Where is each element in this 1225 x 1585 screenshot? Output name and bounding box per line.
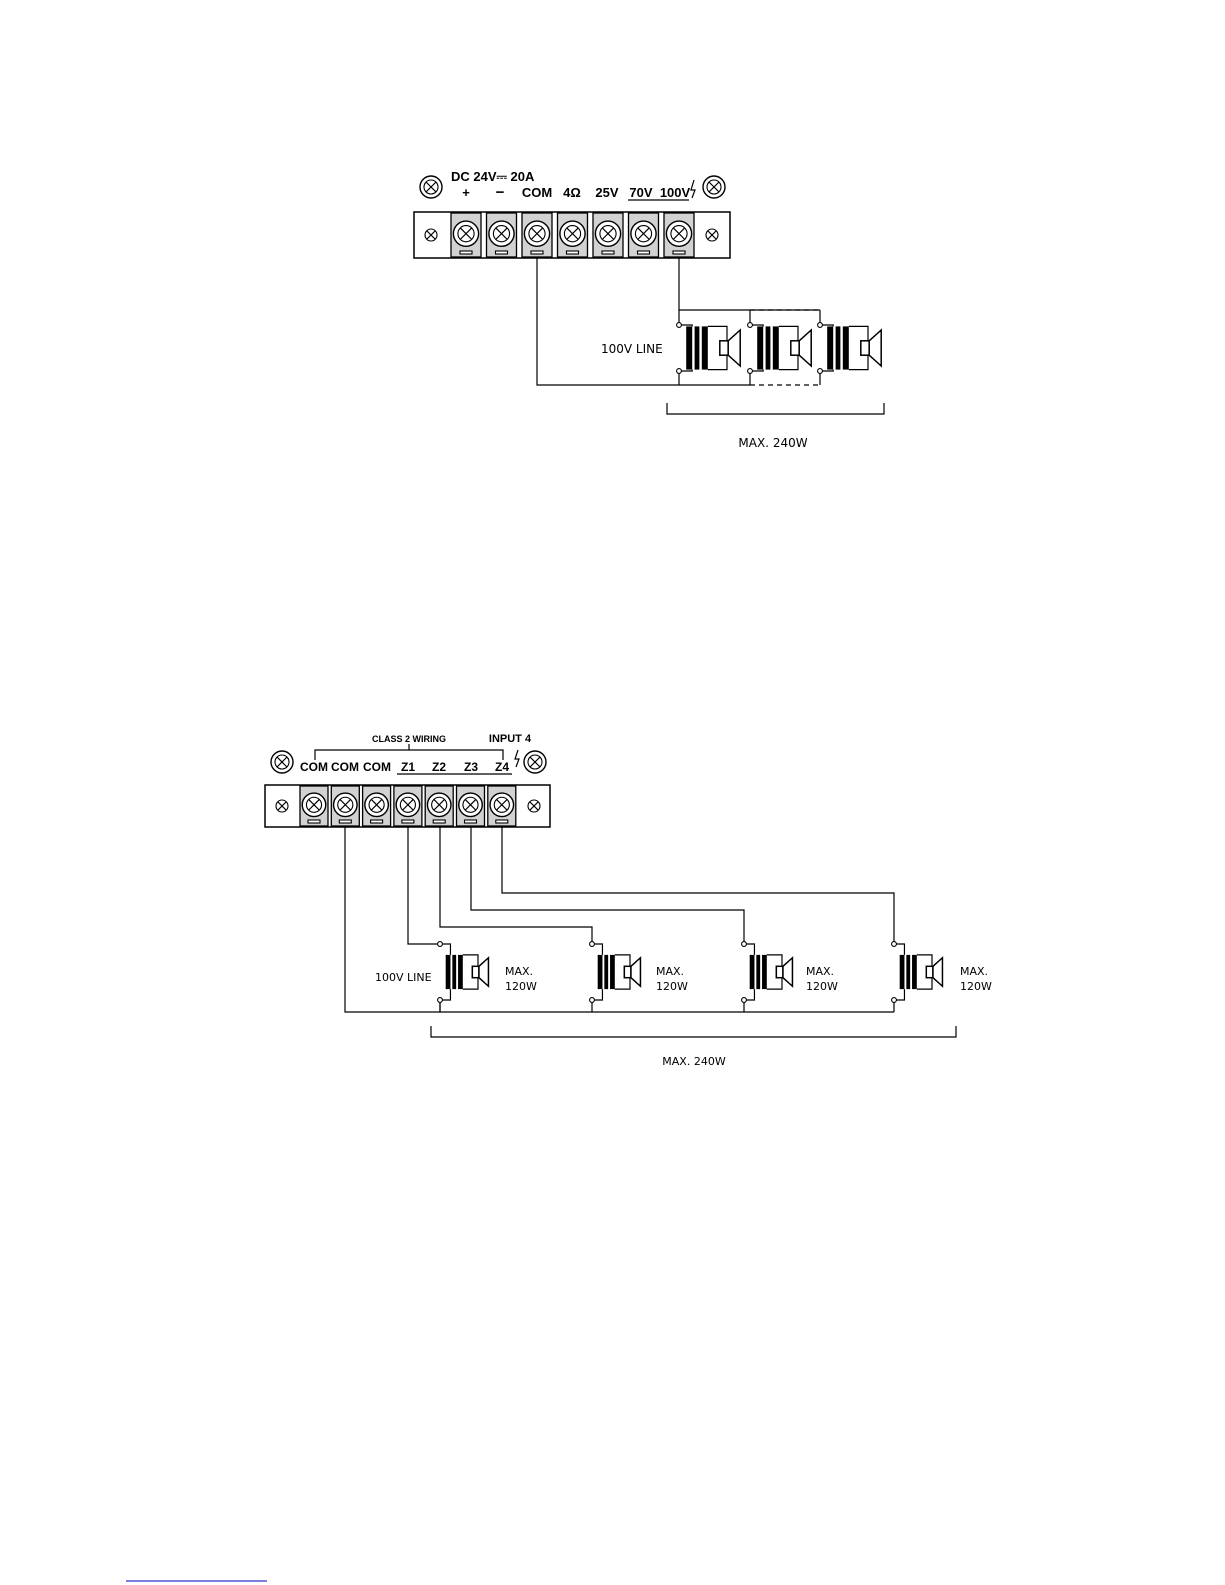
- z1-wire: [408, 827, 440, 944]
- speaker-icon: [438, 942, 489, 1003]
- strip-end-screw-icon: [528, 800, 540, 812]
- hazard-bolt-icon: [515, 750, 519, 767]
- speaker-rating: [656, 965, 688, 993]
- svg-text:MAX.: MAX.: [806, 965, 835, 978]
- terminal-70v[interactable]: [629, 213, 659, 257]
- strip-end-screw-icon: [706, 229, 718, 241]
- speaker-icon: [590, 942, 641, 1003]
- power-bracket: [431, 1026, 956, 1037]
- speaker-icon: [742, 942, 793, 1003]
- terminal-label-z3: Z3: [463, 760, 479, 774]
- svg-text:MAX.: MAX.: [656, 965, 685, 978]
- terminal-com[interactable]: [522, 213, 552, 257]
- com-wire: [537, 258, 679, 385]
- strip-end-screw-icon: [425, 229, 437, 241]
- line-label: 100V LINE: [601, 342, 663, 356]
- terminal-label-100v: 100V: [659, 185, 691, 200]
- svg-text:120W: 120W: [656, 980, 688, 993]
- diagram-1-100v-line: [414, 169, 884, 450]
- mounting-screw-icon: [703, 176, 725, 198]
- class2-label: CLASS 2 WIRING: [371, 734, 447, 744]
- speaker-icon: [677, 323, 741, 374]
- speaker-icon: [748, 323, 812, 374]
- line-label: 100V LINE: [375, 971, 432, 984]
- terminal-label-4ohm: 4Ω: [563, 185, 581, 200]
- speaker-rating: [960, 965, 992, 993]
- speaker-icon: [818, 323, 882, 374]
- speaker-rating: [806, 965, 838, 993]
- power-bracket: [667, 403, 884, 414]
- speaker-rating: [505, 965, 537, 993]
- terminal-label-z4: Z4: [494, 760, 510, 774]
- 100v-wire: [679, 258, 820, 310]
- max-power-label: MAX. 240W: [662, 1055, 726, 1068]
- terminal-com-1[interactable]: [300, 786, 328, 826]
- terminal-com-3[interactable]: [363, 786, 391, 826]
- power-spec-label: DC 24V⎓ 20A: [451, 169, 535, 184]
- terminal-100v[interactable]: [664, 213, 694, 257]
- terminal-z1[interactable]: [394, 786, 422, 826]
- mounting-screw-icon: [420, 176, 442, 198]
- terminal-label-com: COM: [300, 760, 328, 774]
- terminal-25v[interactable]: [593, 213, 623, 257]
- input-label: INPUT 4: [488, 733, 532, 745]
- svg-text:MAX.: MAX.: [960, 965, 989, 978]
- strip-end-screw-icon: [276, 800, 288, 812]
- terminal-z2[interactable]: [425, 786, 453, 826]
- terminal-label-z2: Z2: [431, 760, 447, 774]
- terminal-label-minus: −: [495, 184, 505, 201]
- speaker-group: [677, 310, 882, 385]
- terminal-label-com: COM: [331, 760, 359, 774]
- z2-wire: [440, 827, 592, 944]
- diagram-2-zone-wiring: [265, 733, 992, 1068]
- svg-text:120W: 120W: [960, 980, 992, 993]
- terminal-label-com: COM: [521, 185, 553, 200]
- terminal-row: [451, 213, 694, 257]
- max-power-label: MAX. 240W: [738, 436, 808, 450]
- terminal-label-z1: Z1: [400, 760, 416, 774]
- svg-text:120W: 120W: [505, 980, 537, 993]
- terminal-label-25v: 25V: [595, 185, 619, 200]
- terminal-minus[interactable]: [487, 213, 517, 257]
- hazard-bolt-icon: [691, 180, 695, 198]
- terminal-com-2[interactable]: [331, 786, 359, 826]
- mounting-screw-icon: [524, 751, 546, 773]
- terminal-plus[interactable]: [451, 213, 481, 257]
- terminal-row: [300, 786, 516, 826]
- terminal-4ohm[interactable]: [558, 213, 588, 257]
- svg-text:120W: 120W: [806, 980, 838, 993]
- terminal-label-com: COM: [363, 760, 391, 774]
- svg-text:MAX.: MAX.: [505, 965, 534, 978]
- class2-bracket: [315, 750, 503, 760]
- speaker-icon: [892, 942, 943, 1003]
- terminal-z3[interactable]: [457, 786, 485, 826]
- mounting-screw-icon: [271, 751, 293, 773]
- terminal-label-plus: +: [462, 185, 470, 200]
- terminal-z4[interactable]: [488, 786, 516, 826]
- terminal-label-70v: 70V: [629, 185, 653, 200]
